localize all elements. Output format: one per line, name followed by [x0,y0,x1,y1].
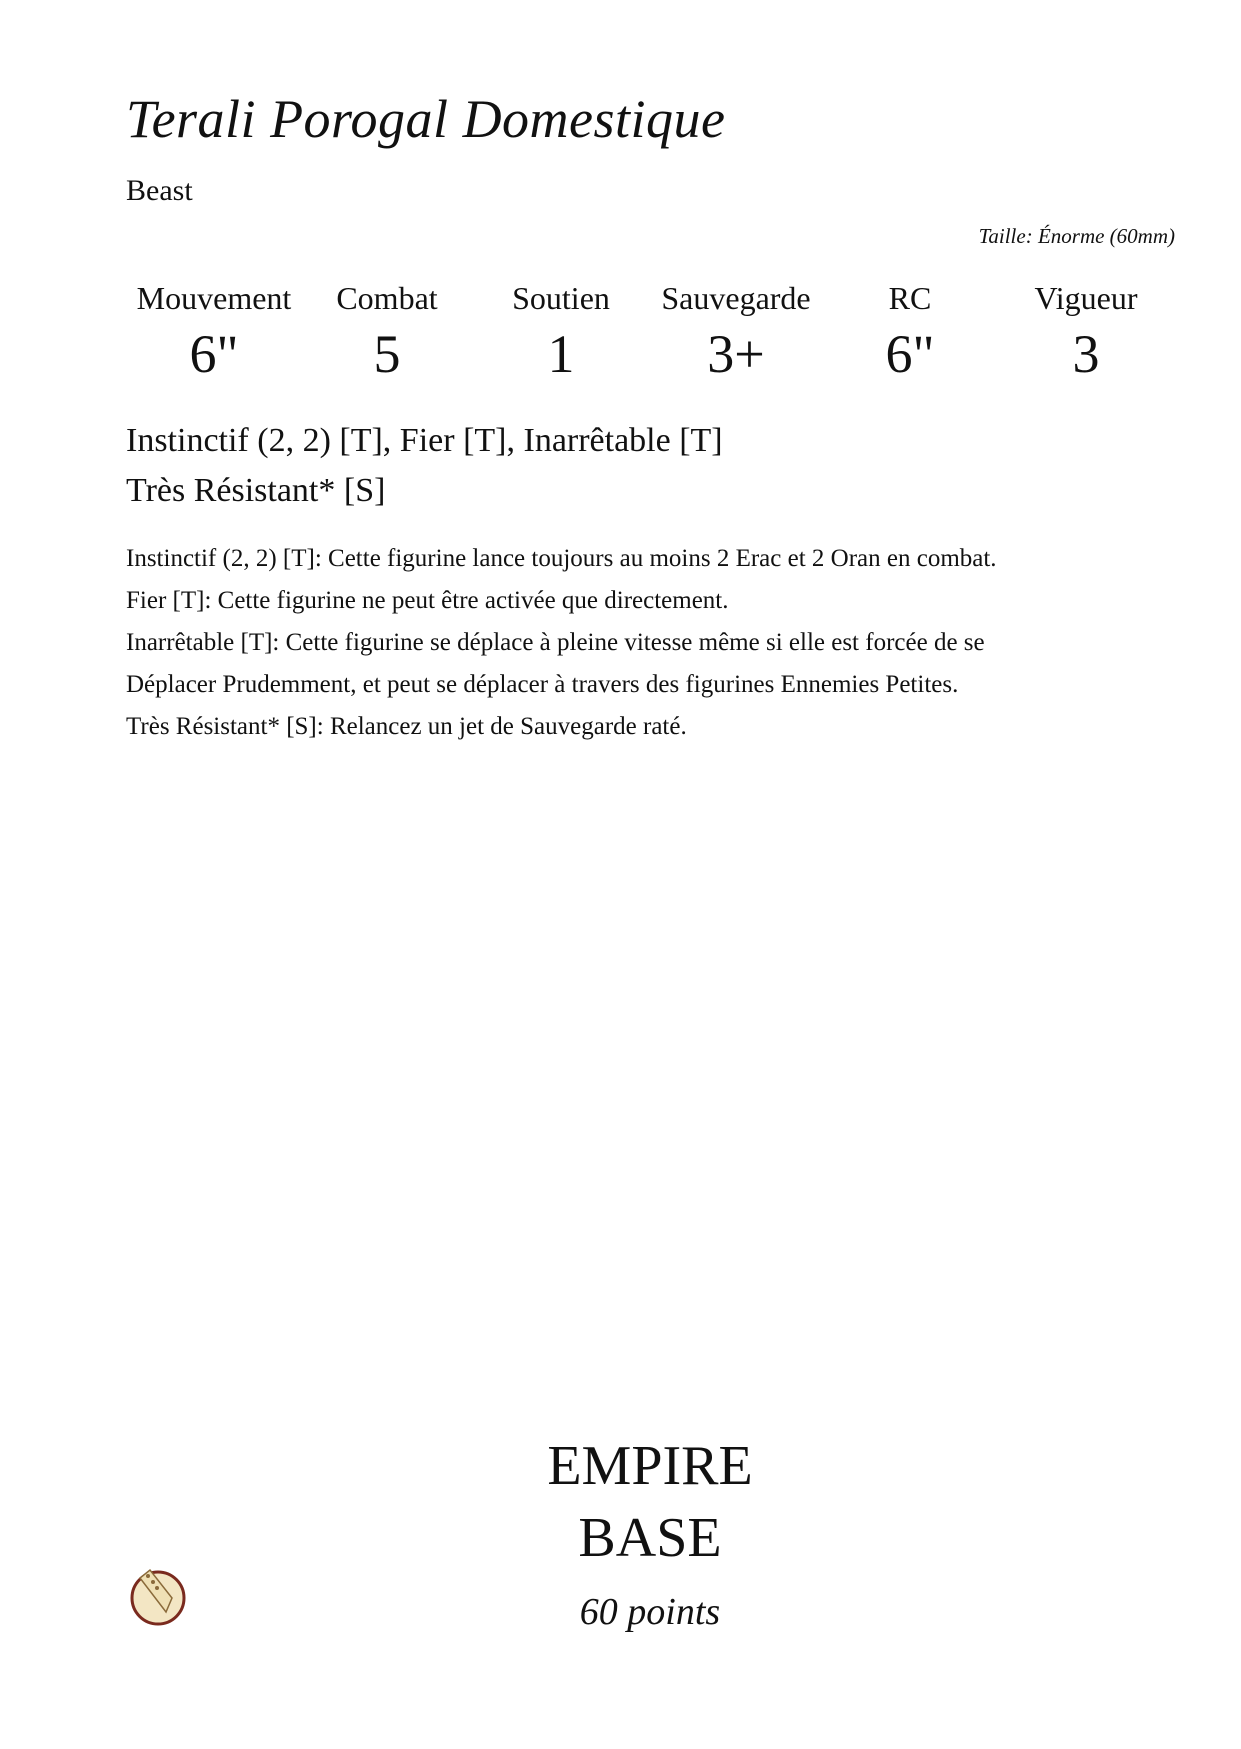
rules-line: Instinctif (2, 2) [T], Fier [T], Inarrêtable [T] [126,422,723,459]
stat-value: 1 [547,324,575,384]
stat-label: Vigueur [1034,280,1138,316]
rules-line: Très Résistant* [S] [126,472,386,509]
stat-label: Soutien [512,280,610,316]
rule-definitions [126,538,1066,748]
size-label: Taille: Énorme (60mm) [978,224,1175,248]
stat-rc [810,280,1010,385]
stat-label: RC [888,280,932,316]
rule-definition: Inarrêtable [T]: Cette figurine se déplace à pleine vitesse même si elle est forcée de se Déplacer Prudemment, et peut se déplacer à travers des figurines Ennemies Petites. [126,629,985,698]
stat-value: 5 [373,324,401,384]
rules-summary [126,416,723,516]
stat-value: 3 [1072,324,1100,384]
card-type: Beast [126,174,193,207]
logo-dot [146,1574,150,1578]
stat-label: Sauvegarde [661,280,811,316]
stat-combat [287,280,487,385]
stat-label: Combat [336,280,438,316]
rule-definition: Très Résistant* [S]: Relancez un jet de Sauvegarde raté. [126,713,687,740]
faction-name: EMPIRE [547,1435,753,1497]
stat-label: Mouvement [136,280,292,316]
footer-faction [0,1430,1241,1574]
card-title: Terali Porogal Domestique [126,89,726,149]
logo-dot [151,1580,155,1584]
stat-save [636,280,836,385]
list-name: BASE [578,1507,722,1569]
stat-value: 3+ [707,324,765,384]
stat-support [461,280,661,385]
stat-value: 6" [885,324,935,384]
rule-definition: Instinctif (2, 2) [T]: Cette figurine lance toujours au moins 2 Erac et 2 Oran en combat. [126,545,997,572]
stat-vigor [986,280,1186,385]
stat-value: 6" [189,324,239,384]
rule-definition: Fier [T]: Cette figurine ne peut être activée que directement. [126,587,729,614]
stat-movement [114,280,314,385]
points-cost: 60 points [579,1591,721,1633]
